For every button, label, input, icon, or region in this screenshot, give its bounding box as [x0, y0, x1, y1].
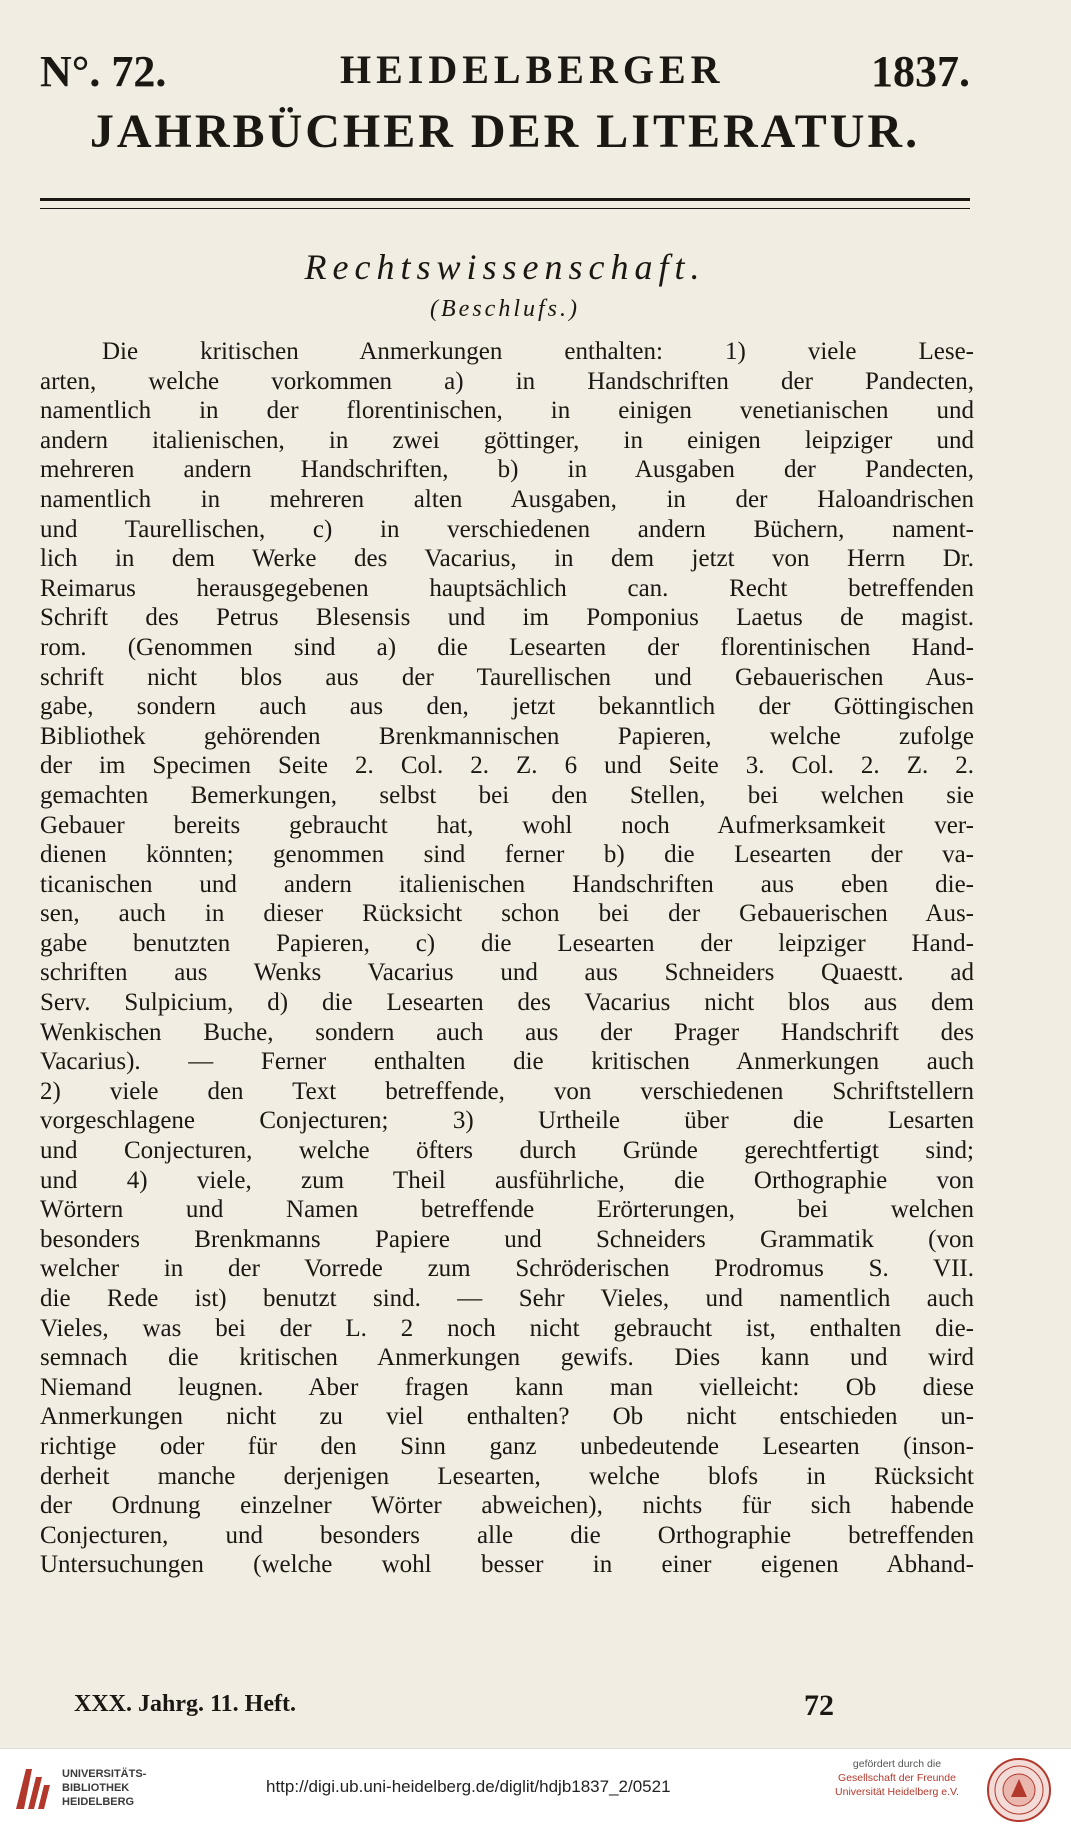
section-title: Rechtswissenschaft.: [304, 247, 706, 287]
page-footer: [74, 1691, 834, 1723]
university-seal-icon[interactable]: [986, 1757, 1052, 1823]
text-line: und 4) viele, zum Theil ausführliche, die Orthographie von: [40, 1166, 974, 1194]
text-line: semnach die kritischen Anmerkungen gewifs. Dies kann und wird: [40, 1344, 974, 1372]
text-line: Niemand leugnen. Aber fragen kann man vielleicht: Ob diese: [40, 1373, 974, 1401]
text-line: schrift nicht blos aus der Taurellischen und Gebauerischen Aus-: [40, 663, 974, 691]
text-line: arten, welche vorkommen a) in Handschriften der Pandecten,: [40, 367, 974, 395]
signature-number: 72: [804, 1689, 834, 1722]
text-line: ticanischen und andern italienischen Handschriften aus eben die-: [40, 870, 974, 898]
text-line: lich in dem Werke des Vacarius, in dem jetzt von Herrn Dr.: [40, 545, 974, 573]
library-name-line: BIBLIOTHEK: [62, 1782, 130, 1794]
journal-title: JAHRBÜCHER DER LITERATUR.: [89, 105, 921, 158]
text-line: 2) viele den Text betreffende, von verschiedenen Schriftstellern: [40, 1077, 974, 1105]
viewer-footer-bar: [0, 1748, 1071, 1829]
text-line: gabe, sondern auch aus den, jetzt bekanntlich der Göttingischen: [40, 693, 974, 721]
text-line: Serv. Sulpicium, d) die Lesearten des Vacarius nicht blos aus dem: [40, 989, 974, 1017]
text-line: namentlich in mehreren alten Ausgaben, in der Haloandrischen: [40, 485, 974, 513]
text-line: und Taurellischen, c) in verschiedenen andern Büchern, nament-: [40, 515, 974, 543]
text-line: vorgeschlagene Conjecturen; 3) Urtheile über die Lesarten: [40, 1107, 974, 1135]
text-line: Gebauer bereits gebraucht hat, wohl noch Aufmerksamkeit ver-: [40, 811, 974, 839]
text-line: sen, auch in dieser Rücksicht schon bei der Gebauerischen Aus-: [40, 900, 974, 928]
text-line: andern italienischen, in zwei göttinger, in einigen leipziger und: [40, 426, 974, 454]
text-line: Anmerkungen nicht zu viel enthalten? Ob nicht entschieden un-: [40, 1403, 974, 1431]
text-line: rom. (Genommen sind a) die Lesearten der florentinischen Hand-: [40, 633, 974, 661]
page-header: [40, 46, 970, 102]
text-line: Bibliothek gehörenden Brenkmannischen Papieren, welche zufolge: [40, 722, 974, 750]
issue-year: 1837.: [871, 47, 970, 96]
text-line: Untersuchungen (welche wohl besser in einer eigenen Abhand-: [40, 1551, 974, 1579]
text-line: gemachten Bemerkungen, selbst bei den Stellen, bei welchen sie: [40, 781, 974, 809]
text-line: Wörtern und Namen betreffende Erörterungen, bei welchen: [40, 1196, 974, 1224]
article-body: [40, 337, 974, 1580]
text-line: und Conjecturen, welche öfters durch Gründe gerechtfertigt sind;: [40, 1137, 974, 1165]
volume-info: XXX. Jahrg. 11. Heft.: [74, 1691, 296, 1717]
text-line: der Ordnung einzelner Wörter abweichen), nichts für sich habende: [40, 1492, 974, 1520]
sponsor-line: gefördert durch die: [852, 1758, 942, 1770]
text-line: Wenkischen Buche, sondern auch aus der Prager Handschrift des: [40, 1018, 974, 1046]
text-line: die Rede ist) benutzt sind. — Sehr Vieles, und namentlich auch: [40, 1285, 974, 1312]
text-line: gabe benutzten Papieren, c) die Lesearten der leipziger Hand-: [40, 929, 974, 957]
text-line: Schrift des Petrus Blesensis und im Pomponius Laetus de magist.: [40, 604, 974, 632]
text-line: namentlich in der florentinischen, in einigen venetianischen und: [40, 397, 974, 425]
library-logo-icon[interactable]: [10, 1763, 56, 1815]
journal-name: HEIDELBERGER: [340, 47, 725, 92]
text-line: derheit manche derjenigen Lesearten, welche blofs in Rücksicht: [40, 1462, 974, 1490]
sponsor-notice[interactable]: [812, 1757, 982, 1799]
text-line: schriften aus Wenks Vacarius und aus Schneiders Quaestt. ad: [40, 959, 974, 987]
header-rule: [40, 198, 970, 209]
sponsor-line: Gesellschaft der Freunde: [838, 1772, 956, 1784]
section-subtitle: (Beschlufs.): [430, 296, 580, 322]
text-line: Die kritischen Anmerkungen enthalten: 1) viele Lese-: [102, 338, 974, 365]
text-line: dienen könnten; genommen sind ferner b) die Lesearten der va-: [40, 841, 974, 869]
permalink-url[interactable]: http://digi.ub.uni-heidelberg.de/diglit/hdjb1837_2/0521: [266, 1777, 671, 1796]
library-name-line: HEIDELBERG: [62, 1796, 135, 1808]
text-line: richtige oder für den Sinn ganz unbedeutende Lesearten (inson-: [40, 1432, 974, 1460]
text-line: besonders Brenkmanns Papiere und Schneiders Grammatik (von: [40, 1225, 974, 1253]
issue-number: N°. 72.: [40, 47, 167, 96]
text-line: der im Specimen Seite 2. Col. 2. Z. 6 und Seite 3. Col. 2. Z. 2.: [40, 752, 974, 780]
text-line: Conjecturen, und besonders alle die Orthographie betreffenden: [40, 1521, 974, 1549]
sponsor-line: Universität Heidelberg e.V.: [835, 1786, 959, 1798]
text-line: welcher in der Vorrede zum Schröderischen Prodromus S. VII.: [40, 1255, 974, 1283]
text-line: Vieles, was bei der L. 2 noch nicht gebraucht ist, enthalten die-: [40, 1314, 974, 1342]
text-line: Reimarus herausgegebenen hauptsächlich can. Recht betreffenden: [40, 574, 974, 602]
library-name-line: UNIVERSITÄTS-: [62, 1768, 147, 1780]
text-line: mehreren andern Handschriften, b) in Ausgaben der Pandecten,: [40, 456, 974, 484]
text-line: Vacarius). — Ferner enthalten die kritischen Anmerkungen auch: [40, 1048, 974, 1076]
library-name[interactable]: [62, 1767, 146, 1809]
